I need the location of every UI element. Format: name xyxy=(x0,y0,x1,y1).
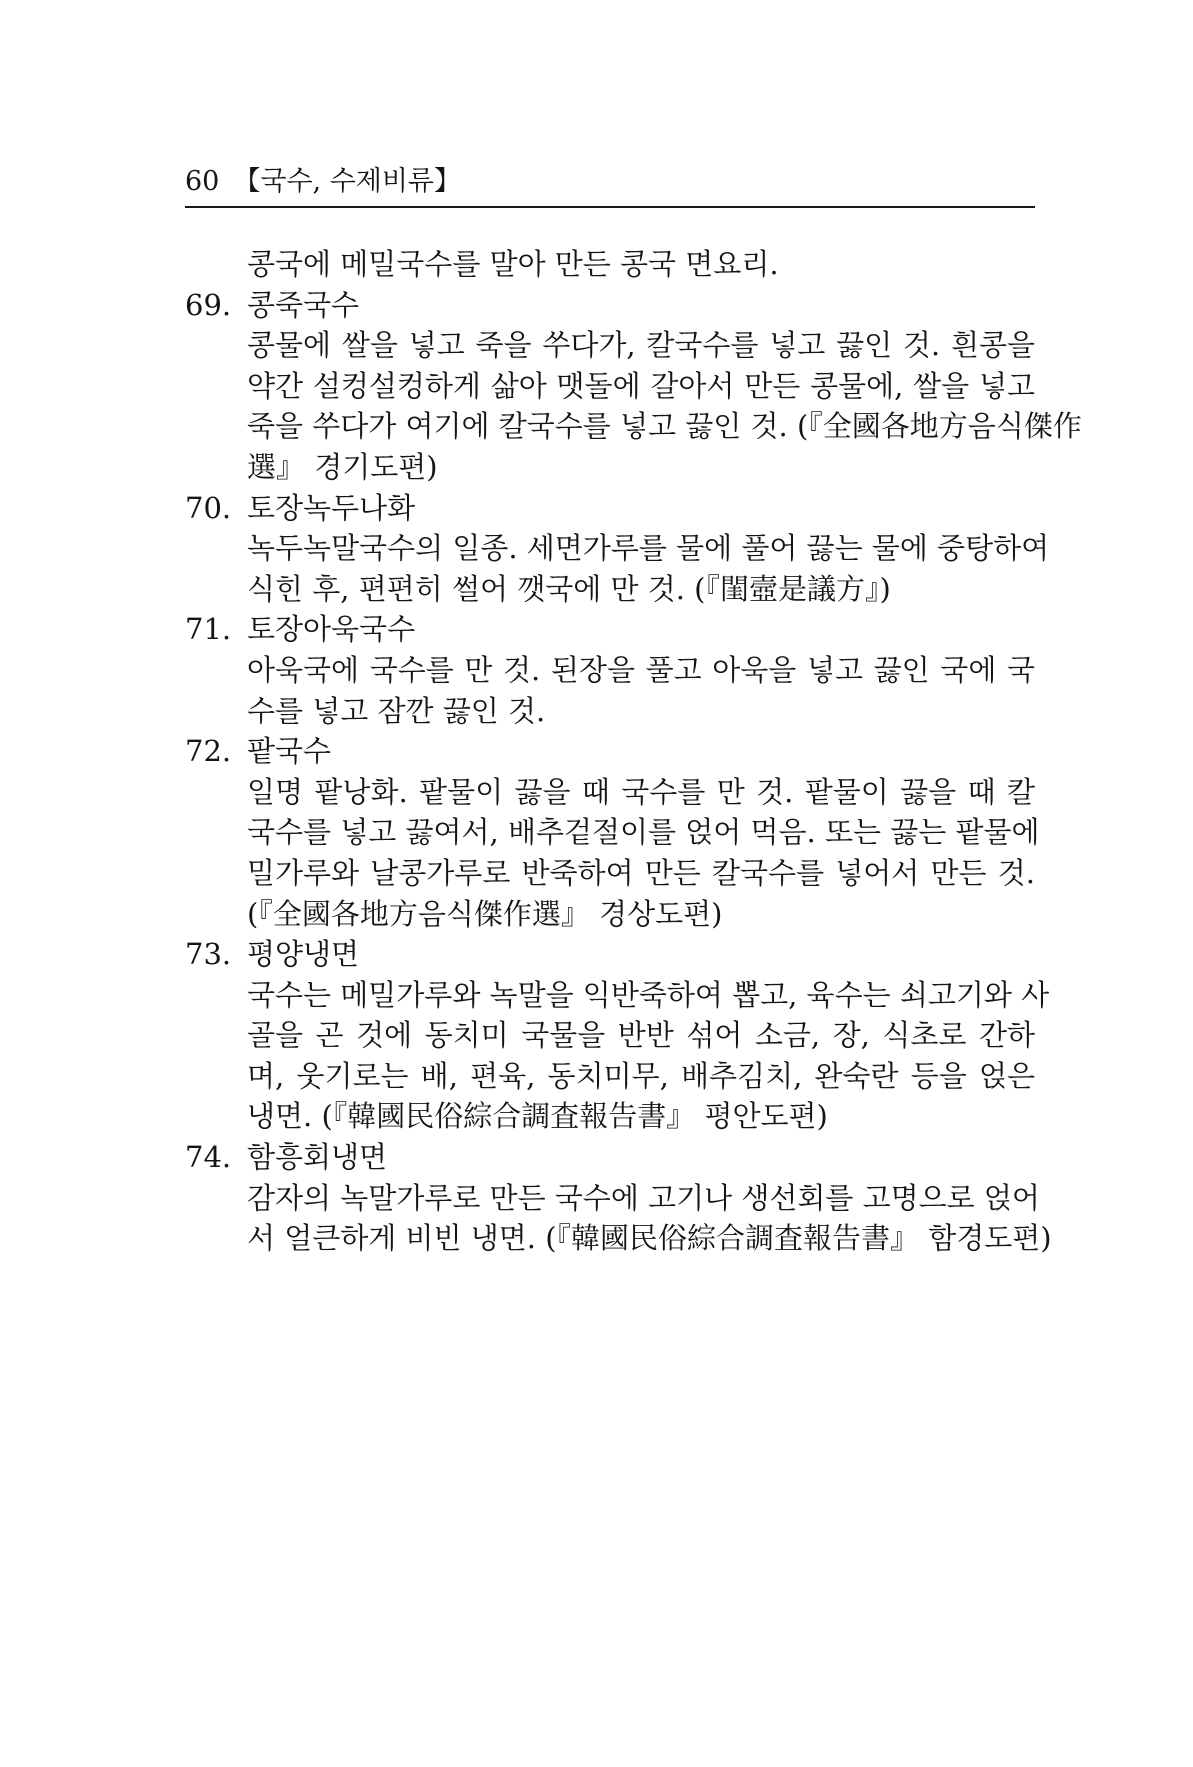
entry-text-line: 며, 웃기로는 배, 편육, 동치미무, 배추김치, 완숙란 등을 얹은 xyxy=(247,1058,1035,1093)
section-title: 【국수, 수제비류】 xyxy=(233,166,462,197)
entry-71 xyxy=(185,609,1035,731)
entry-text-line: 국수를 넣고 끓여서, 배추겉절이를 얹어 먹음. 또는 끓는 팥물에 xyxy=(247,815,1040,850)
entry-text-line: 서 얼큰하게 비빈 냉면. (『韓國民俗綜合調査報告書』 함경도편) xyxy=(247,1221,1052,1256)
entry-text-line: 選』 경기도편) xyxy=(247,449,438,484)
entry-text-line: 수를 넣고 잠깐 끓인 것. xyxy=(247,693,546,728)
entry-name: 평양냉면 xyxy=(247,937,360,972)
entry-title xyxy=(185,731,1035,772)
entry-text-line: 감자의 녹말가루로 만든 국수에 고기나 생선회를 고명으로 얹어 xyxy=(247,1180,1040,1215)
entry-name: 콩죽국수 xyxy=(247,287,360,322)
entry-69 xyxy=(185,285,1082,488)
entry-text-line: 죽을 쑤다가 여기에 칼국수를 넣고 끓인 것. (『全國各地方음식傑作 xyxy=(247,409,1082,444)
entry-number: 74. xyxy=(185,1140,232,1175)
entry-74 xyxy=(185,1137,1052,1259)
entry-title xyxy=(185,1137,1035,1178)
entry-text-line: (『全國各地方음식傑作選』 경상도편) xyxy=(247,896,723,931)
header-divider xyxy=(185,206,1035,208)
entry-title xyxy=(185,934,1035,975)
entry-text-line: 식힌 후, 편편히 썰어 깻국에 만 것. (『閨壼是議方』) xyxy=(247,571,891,606)
entry-text-line: 국수는 메밀가루와 녹말을 익반죽하여 뽑고, 육수는 쇠고기와 사 xyxy=(247,977,1050,1012)
entry-number: 69. xyxy=(185,287,232,322)
entry-text-line: 콩물에 쌀을 넣고 죽을 쑤다가, 칼국수를 넣고 끓인 것. 흰콩을 xyxy=(247,328,1035,363)
continued-text-line: 콩국에 메밀국수를 말아 만든 콩국 면요리. xyxy=(247,247,779,281)
entry-text-line: 냉면. (『韓國民俗綜合調査報告書』 평안도편) xyxy=(247,1099,828,1134)
entry-title xyxy=(185,488,1035,529)
entry-name: 토장아욱국수 xyxy=(247,612,416,647)
entry-text-line: 녹두녹말국수의 일종. 세면가루를 물에 풀어 끓는 물에 중탕하여 xyxy=(247,531,1050,566)
page-header xyxy=(185,164,1035,200)
entry-text-line: 약간 설컹설컹하게 삶아 맷돌에 갈아서 만든 콩물에, 쌀을 넣고 xyxy=(247,368,1035,403)
entry-text-line: 골을 곤 것에 동치미 국물을 반반 섞어 소금, 장, 식초로 간하 xyxy=(247,1018,1035,1053)
entry-name: 함흥회냉면 xyxy=(247,1140,388,1175)
entry-text-line: 밀가루와 날콩가루로 반죽하여 만든 칼국수를 넣어서 만든 것. xyxy=(247,855,1035,890)
entry-73 xyxy=(185,934,1050,1137)
entry-title xyxy=(185,285,1035,326)
entry-name: 토장녹두나화 xyxy=(247,490,416,525)
entry-number: 73. xyxy=(185,937,232,972)
entry-72 xyxy=(185,731,1040,934)
entry-title xyxy=(185,609,1035,650)
entry-number: 72. xyxy=(185,734,232,769)
entry-number: 70. xyxy=(185,490,232,525)
entry-number: 71. xyxy=(185,612,232,647)
page-content xyxy=(185,244,1082,1259)
page-number: 60 xyxy=(185,166,220,197)
entry-name: 팥국수 xyxy=(247,734,332,769)
entry-text-line: 아욱국에 국수를 만 것. 된장을 풀고 아욱을 넣고 끓인 국에 국 xyxy=(247,652,1035,687)
entry-text-line: 일명 팥낭화. 팥물이 끓을 때 국수를 만 것. 팥물이 끓을 때 칼 xyxy=(247,774,1035,809)
entry-70 xyxy=(185,488,1050,610)
